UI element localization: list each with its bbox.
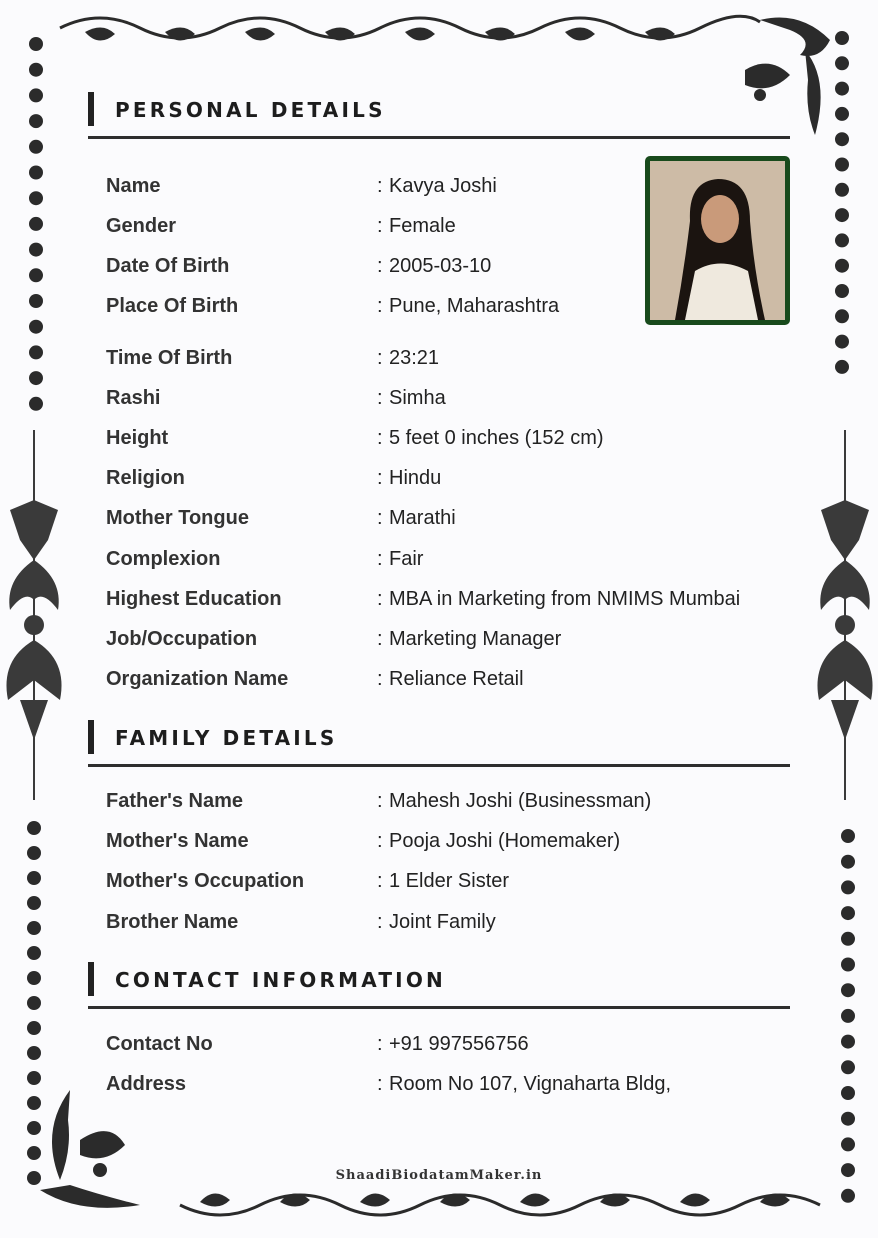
border-dot — [29, 140, 43, 154]
border-dot — [841, 1035, 855, 1049]
field-value: Fair — [389, 548, 424, 570]
heading-rule — [88, 1006, 790, 1009]
field-value: Reliance Retail — [389, 668, 524, 690]
vine-leaf — [760, 1193, 790, 1206]
field-value: 2005-03-10 — [389, 255, 492, 277]
border-dot — [841, 1112, 855, 1126]
border-dot — [841, 906, 855, 920]
field-value: Marathi — [389, 507, 456, 529]
field-value: 1 Elder Sister — [389, 870, 510, 892]
border-dot — [27, 946, 41, 960]
border-dot — [835, 208, 849, 222]
field-row — [106, 830, 786, 858]
border-dot — [841, 932, 855, 946]
field-label: Brother Name — [106, 911, 239, 933]
field-label: Highest Education — [106, 588, 282, 610]
border-dot — [27, 921, 41, 935]
section-title: CONTACT INFORMATION — [115, 968, 446, 992]
border-dot — [835, 259, 849, 273]
border-dot — [835, 56, 849, 70]
field-value: Kavya Joshi — [389, 175, 497, 197]
field-value: Joint Family — [389, 911, 496, 933]
field-separator: : — [377, 467, 383, 489]
field-label: Organization Name — [106, 668, 289, 690]
border-dot — [27, 996, 41, 1010]
field-value: 5 feet 0 inches (152 cm) — [389, 427, 604, 449]
vine-leaf — [280, 1193, 310, 1206]
field-separator: : — [377, 870, 383, 892]
vine-leaf — [440, 1193, 470, 1206]
field-label: Rashi — [106, 387, 161, 409]
vine-leaf — [245, 27, 275, 40]
border-dot — [841, 983, 855, 997]
border-dot — [29, 371, 43, 385]
vine-leaf — [325, 27, 355, 40]
watermark-text: ShaadiBiodatamMaker.in — [335, 1168, 543, 1183]
field-value: Pune, Maharashtra — [389, 295, 560, 317]
field-row — [106, 911, 786, 939]
border-dot — [841, 1060, 855, 1074]
field-label: Place Of Birth — [106, 295, 239, 317]
field-label: Job/Occupation — [106, 628, 258, 650]
border-dot — [835, 360, 849, 374]
field-label: Address — [106, 1073, 187, 1095]
vine-leaf — [565, 27, 595, 40]
field-row — [106, 387, 786, 415]
field-separator: : — [377, 215, 383, 237]
border-dot — [841, 958, 855, 972]
border-dot — [841, 1189, 855, 1203]
profile-photo — [645, 156, 790, 325]
section-title: PERSONAL DETAILS — [115, 98, 386, 122]
heading-bar — [88, 720, 94, 754]
field-label: Time Of Birth — [106, 347, 233, 369]
field-separator: : — [377, 628, 383, 650]
border-dot — [835, 132, 849, 146]
border-dot — [835, 158, 849, 172]
field-label: Gender — [106, 215, 177, 237]
border-dot — [27, 846, 41, 860]
border-dot — [27, 1096, 41, 1110]
field-row — [106, 427, 786, 455]
field-row — [106, 628, 786, 656]
field-value: +91 997556756 — [389, 1033, 529, 1055]
field-label: Mother's Occupation — [106, 870, 305, 892]
field-separator: : — [377, 175, 383, 197]
field-separator: : — [377, 427, 383, 449]
field-separator: : — [377, 790, 383, 812]
section-title: FAMILY DETAILS — [115, 726, 338, 750]
heading-bar — [88, 962, 94, 996]
border-dot — [29, 114, 43, 128]
field-value: Marketing Manager — [389, 628, 562, 650]
vine-leaf — [645, 27, 675, 40]
field-separator: : — [377, 668, 383, 690]
border-dot — [29, 166, 43, 180]
border-dot — [29, 191, 43, 205]
field-value: Pooja Joshi (Homemaker) — [389, 830, 621, 852]
field-separator: : — [377, 1073, 383, 1095]
vine-leaf — [85, 27, 115, 40]
field-separator: : — [377, 588, 383, 610]
border-dot — [835, 31, 849, 45]
field-separator: : — [377, 387, 383, 409]
field-row — [106, 347, 786, 375]
field-separator: : — [377, 911, 383, 933]
personal-details-heading — [88, 92, 790, 140]
border-dot — [835, 284, 849, 298]
field-row — [106, 790, 786, 818]
border-dot — [841, 1086, 855, 1100]
border-dot — [29, 243, 43, 257]
field-separator: : — [377, 347, 383, 369]
border-dot — [27, 1146, 41, 1160]
field-value: MBA in Marketing from NMIMS Mumbai — [389, 588, 741, 610]
vine-leaf — [680, 1193, 710, 1206]
heading-rule — [88, 764, 790, 767]
border-dot — [835, 82, 849, 96]
vine-leaf — [405, 27, 435, 40]
field-label: Height — [106, 427, 169, 449]
vine-leaf — [165, 27, 195, 40]
border-dot — [27, 821, 41, 835]
border-dot — [27, 871, 41, 885]
border-dot — [29, 63, 43, 77]
border-dot — [841, 1009, 855, 1023]
border-dot — [841, 829, 855, 843]
field-value: Simha — [389, 387, 446, 409]
border-dot — [841, 880, 855, 894]
field-value: Hindu — [389, 467, 442, 489]
field-separator: : — [377, 255, 383, 277]
profile-photo-image — [650, 161, 785, 320]
person-silhouette-icon — [650, 161, 785, 320]
field-value: Female — [389, 215, 456, 237]
border-dot — [835, 309, 849, 323]
border-dot — [27, 971, 41, 985]
border-dot — [27, 1021, 41, 1035]
field-row — [106, 507, 786, 535]
family-details-heading — [88, 720, 790, 768]
border-dot — [835, 183, 849, 197]
border-dot — [29, 37, 43, 51]
field-separator: : — [377, 548, 383, 570]
field-separator: : — [377, 830, 383, 852]
border-dot — [27, 896, 41, 910]
field-separator: : — [377, 507, 383, 529]
vine-leaf — [360, 1193, 390, 1206]
field-separator: : — [377, 295, 383, 317]
field-value: Mahesh Joshi (Businessman) — [389, 790, 652, 812]
border-dot — [29, 217, 43, 231]
field-label: Religion — [106, 467, 185, 489]
border-dot — [29, 294, 43, 308]
border-dot — [841, 855, 855, 869]
border-dot — [27, 1071, 41, 1085]
field-value: 23:21 — [389, 347, 440, 369]
border-dot — [27, 1046, 41, 1060]
field-separator: : — [377, 1033, 383, 1055]
border-dot — [835, 107, 849, 121]
vine-leaf — [200, 1193, 230, 1206]
border-dot — [841, 1137, 855, 1151]
vine-leaf — [520, 1193, 550, 1206]
field-label: Contact No — [106, 1033, 213, 1055]
field-row — [106, 870, 786, 898]
border-dot — [29, 397, 43, 411]
field-label: Complexion — [106, 548, 221, 570]
border-dot — [835, 335, 849, 349]
heading-rule — [88, 136, 790, 139]
field-label: Mother's Name — [106, 830, 249, 852]
field-label: Name — [106, 175, 161, 197]
border-dot — [29, 320, 43, 334]
vine-leaf — [600, 1193, 630, 1206]
field-row — [106, 668, 786, 696]
contact-information-heading — [88, 962, 790, 1010]
border-dot — [835, 233, 849, 247]
field-row — [106, 1033, 786, 1061]
field-label: Mother Tongue — [106, 507, 249, 529]
field-row — [106, 467, 786, 495]
border-dot — [29, 88, 43, 102]
heading-bar — [88, 92, 94, 126]
border-dot — [29, 345, 43, 359]
field-row — [106, 1073, 786, 1101]
border-dot — [29, 268, 43, 282]
field-label: Father's Name — [106, 790, 244, 812]
field-value: Room No 107, Vignaharta Bldg, — [389, 1073, 672, 1095]
field-row — [106, 588, 786, 616]
border-dot — [27, 1121, 41, 1135]
field-label: Date Of Birth — [106, 255, 230, 277]
field-row — [106, 548, 786, 576]
vine-leaf — [485, 27, 515, 40]
